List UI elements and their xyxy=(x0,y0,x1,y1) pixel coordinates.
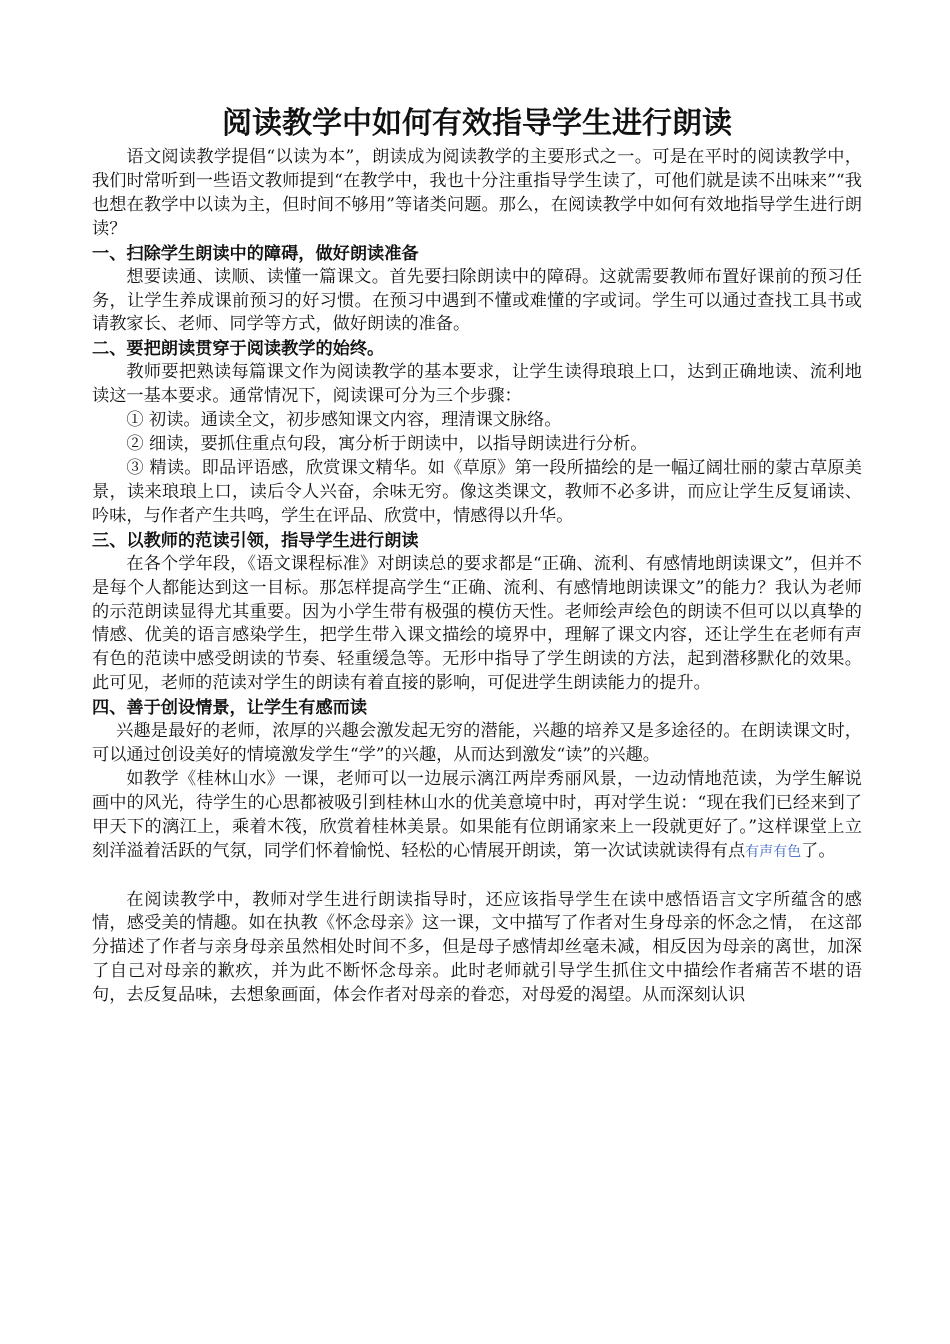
document-page xyxy=(92,102,862,1008)
section-3-heading: 三、以教师的范读引领，指导学生进行朗读 xyxy=(92,530,419,551)
section-4-body-2-text: 如教学《桂林山水》一课，老师可以一边展示漓江两岸秀丽风景，一边动情地范读，为学生解说画中的风光，待学生的心思都被吸引到桂林山水的优美意境中时，再对学生说：“现在我们已经来到了甲天下的漓江上，乘着木筏，欣赏着桂林美景。如果能有位朗诵家来上一段就更好了。”这样课堂上立刻洋溢着活跃的气氛，同学们怀着愉悦、轻松的心情展开朗读，第一次试读就读得有点 xyxy=(92,768,862,861)
section-2-step-2: ② 细读，要抓住重点句段，寓分析于朗读中，以指导朗读进行分析。 xyxy=(126,434,648,455)
section-4-body-2-end: 了。 xyxy=(801,840,836,861)
document-title: 阅读教学中如何有效指导学生进行朗读 xyxy=(222,106,732,141)
closing-paragraph: 在阅读教学中，教师对学生进行朗读指导时，还应该指导学生在读中感悟语言文字所蕴含的感情，感受美的情趣。如在执教《怀念母亲》这一课，文中描写了作者对生身母亲的怀念之情， 在这部分描述了作者与亲身母亲虽然相处时间不多，但是母子感情却丝毫未减，相反因为母亲的离世，加深了自己对母亲的歉疚，并为此不断怀念母亲。此时老师就引导学生抓住文中描绘作者痛苦不堪的语句，去反复品味，去想象画面，体会作者对母亲的眷恋，对母爱的渴望。从而深刻认识 xyxy=(92,889,862,1006)
section-4-body-1: 兴趣是最好的老师，浓厚的兴趣会激发起无穷的潜能，兴趣的培养又是多途径的。在朗读课文时，可以通过创设美好的情境激发学生“学”的兴趣，从而达到激发“读”的兴趣。 xyxy=(92,721,862,766)
section-2-step-3: ③ 精读。即品评语感，欣赏课文精华。如《草原》第一段所描绘的是一幅辽阔壮丽的蒙古草原美景，读来琅琅上口，读后令人兴奋，余味无穷。像这类课文，教师不必多讲，而应让学生反复诵读、吟味，与作者产生共鸣，学生在评品、欣赏中，情感得以升华。 xyxy=(92,457,862,526)
paragraph-gap xyxy=(92,865,862,889)
section-1-heading: 一、扫除学生朗读中的障碍，做好朗读准备 xyxy=(92,243,419,264)
section-2-heading: 二、要把朗读贯穿于阅读教学的始终。 xyxy=(92,339,385,360)
intro-paragraph: 语文阅读教学提倡“以读为本”，朗读成为阅读教学的主要形式之一。可是在平时的阅读教学中，我们时常听到一些语文教师提到“在教学中，我也十分注重指导学生读了，可他们就是读不出味来”“我也想在教学中以读为主，但时间不够用”等诸类问题。那么，在阅读教学中如何有效地指导学生进行朗读？ xyxy=(92,147,862,239)
section-2-body: 教师要把熟读每篇课文作为阅读教学的基本要求，让学生读得琅琅上口，达到正确地读、流利地读这一基本要求。通常情况下，阅读课可分为三个步骤： xyxy=(92,362,862,407)
section-1-body: 想要读通、读顺、读懂一篇课文。首先要扫除朗读中的障碍。这就需要教师布置好课前的预习任务，让学生养成课前预习的好习惯。在预习中遇到不懂或难懂的字或词。学生可以通过查找工具书或请教家长、老师、同学等方式，做好朗读的准备。 xyxy=(92,266,862,335)
section-4-heading: 四、善于创设情景，让学生有感而读 xyxy=(92,698,368,719)
section-4-body-2 xyxy=(92,768,862,865)
section-2-step-1: ① 初读。通读全文，初步感知课文内容，理清课文脉络。 xyxy=(126,410,562,431)
section-3-body: 在各个学年段，《语文课程标准》对朗读总的要求都是“正确、流利、有感情地朗读课文”，但并不是每个人都能达到这一目标。那怎样提高学生“正确、流利、有感情地朗读课文”的能力？我认为老师的示范朗读显得尤其重要。因为小学生带有极强的模仿天性。老师绘声绘色的朗读不但可以以真挚的情感、优美的语言感染学生，把学生带入课文描绘的境界中，理解了课文内容，还让学生在老师有声有色的范读中感受朗读的节奏、轻重缓急等。无形中指导了学生朗读的方法，起到潜移默化的效果。此可见，老师的范读对学生的朗读有着直接的影响，可促进学生朗读能力的提升。 xyxy=(92,553,862,694)
inline-link[interactable]: 有声有色 xyxy=(745,843,802,860)
